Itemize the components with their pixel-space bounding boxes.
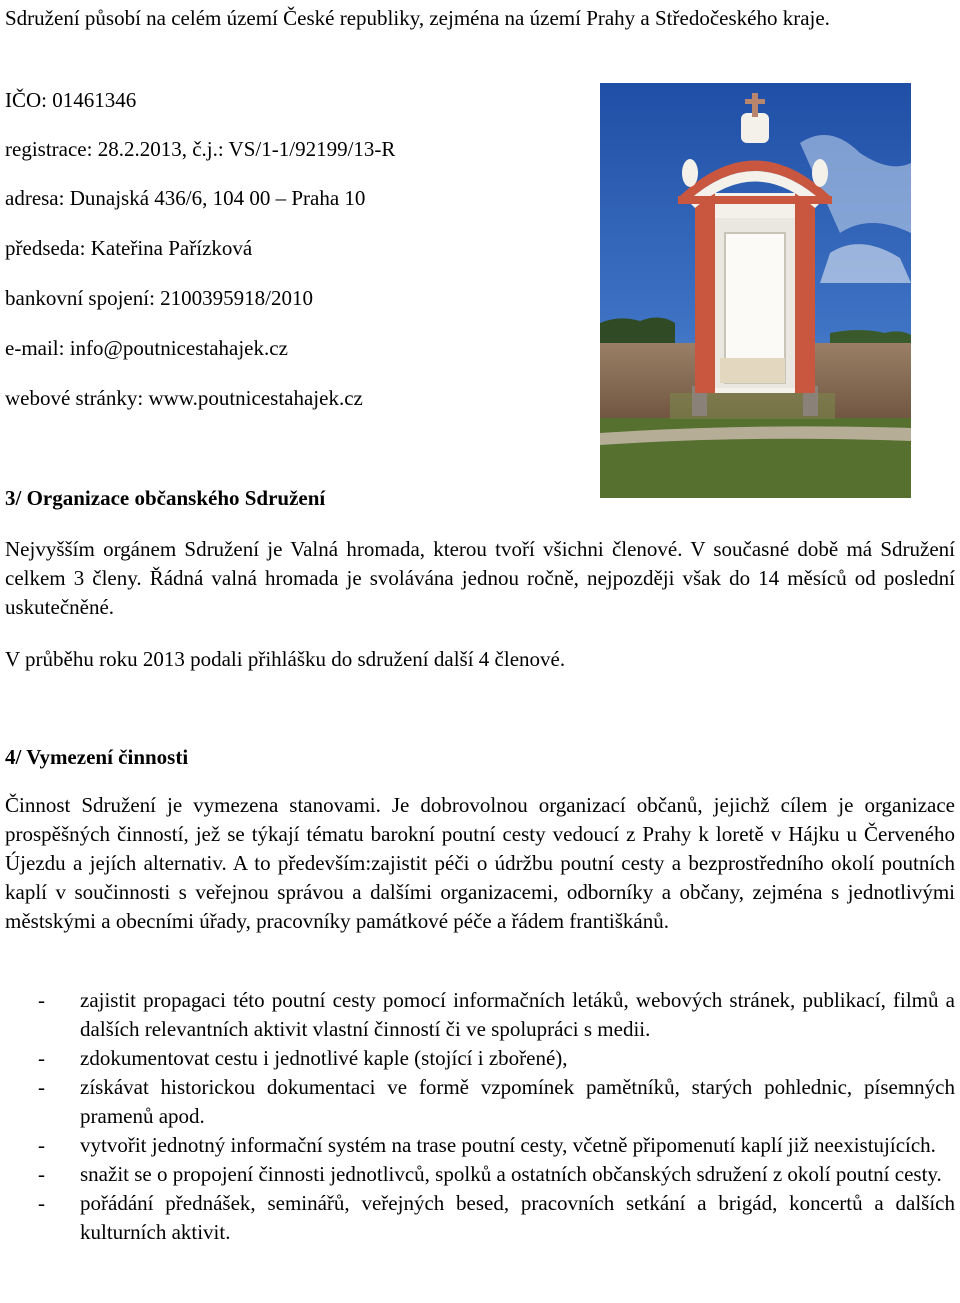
dash-icon: - [38, 1075, 45, 1099]
list-item: - pořádání přednášek, seminářů, veřejných besed, pracovních setkání a brigád, koncertů a dalších kulturních aktivit. [38, 1191, 955, 1244]
chair-line: předseda: Kateřina Pařízková [5, 236, 253, 260]
list-item: - vytvořit jednotný informační systém na trase poutní cesty, včetně připomenutí kaplí již neexistujících. [5, 1131, 955, 1160]
chapel-photo [600, 83, 911, 498]
section3-heading: 3/ Organizace občanského Sdružení [5, 486, 326, 510]
dash-icon: - [38, 1133, 45, 1157]
activity-list [5, 986, 955, 1247]
dash-icon: - [38, 1046, 45, 1070]
email-line: e-mail: info@poutnicestahajek.cz [5, 336, 288, 360]
dash-icon: - [38, 1162, 45, 1186]
dash-icon: - [38, 1191, 45, 1215]
list-item: - zajistit propagaci této poutní cesty pomocí informačních letáků, webových stránek, publikací, filmů a dalších relevantních aktivit vlastní činností či ve spolupráci s medii. [38, 988, 955, 1041]
list-item: - zdokumentovat cestu i jednotlivé kaple (stojící i zbořené), [5, 1044, 955, 1073]
bank-line: bankovní spojení: 2100395918/2010 [5, 286, 313, 310]
section3-paragraph: Nejvyšším orgánem Sdružení je Valná hromada, kterou tvoří všichni členové. V současné době má Sdružení celkem 3 členy. Řádná valná hromada je svolávána jednou ročně, nejpozději však do 14 měsíců od poslední uskutečněné. [5, 537, 955, 619]
list-item: - snažit se o propojení činnosti jednotlivců, spolků a ostatních občanských sdružení z okolí poutní cesty. [5, 1160, 955, 1189]
address-line: adresa: Dunajská 436/6, 104 00 – Praha 10 [5, 186, 366, 210]
intro-text: Sdružení působí na celém území České republiky, zejména na území Prahy a Středočeského kraje. [5, 6, 830, 30]
list-item: - získávat historickou dokumentaci ve formě vzpomínek pamětníků, starých pohlednic, písemných pramenů apod. [38, 1075, 955, 1128]
section3-paragraph-2: V průběhu roku 2013 podali přihlášku do sdružení další 4 členové. [5, 647, 566, 671]
ico-line: IČO: 01461346 [5, 88, 137, 112]
registration-line: registrace: 28.2.2013, č.j.: VS/1-1/92199/13-R [5, 137, 396, 161]
web-line: webové stránky: www.poutnicestahajek.cz [5, 386, 363, 410]
section4-paragraph: Činnost Sdružení je vymezena stanovami. Je dobrovolnou organizací občanů, jejichž cílem je organizace prospěšných činností, jež se týkají tématu barokní poutní cesty vedoucí z Prahy k loretě v Hájku u Červeného Újezdu a jejích alternativ. A to především:zajistit péči o údržbu poutní cesty a bezprostředního okolí poutních kaplí v součinnosti s veřejnou správou a dalšími organizacemi, odborníky a občany, zejména s jednotlivými městskými a obecními úřady, pracovníky památkové péče a řádem františkánů. [5, 793, 955, 933]
dash-icon: - [38, 988, 45, 1012]
section4-heading: 4/ Vymezení činnosti [5, 745, 189, 769]
